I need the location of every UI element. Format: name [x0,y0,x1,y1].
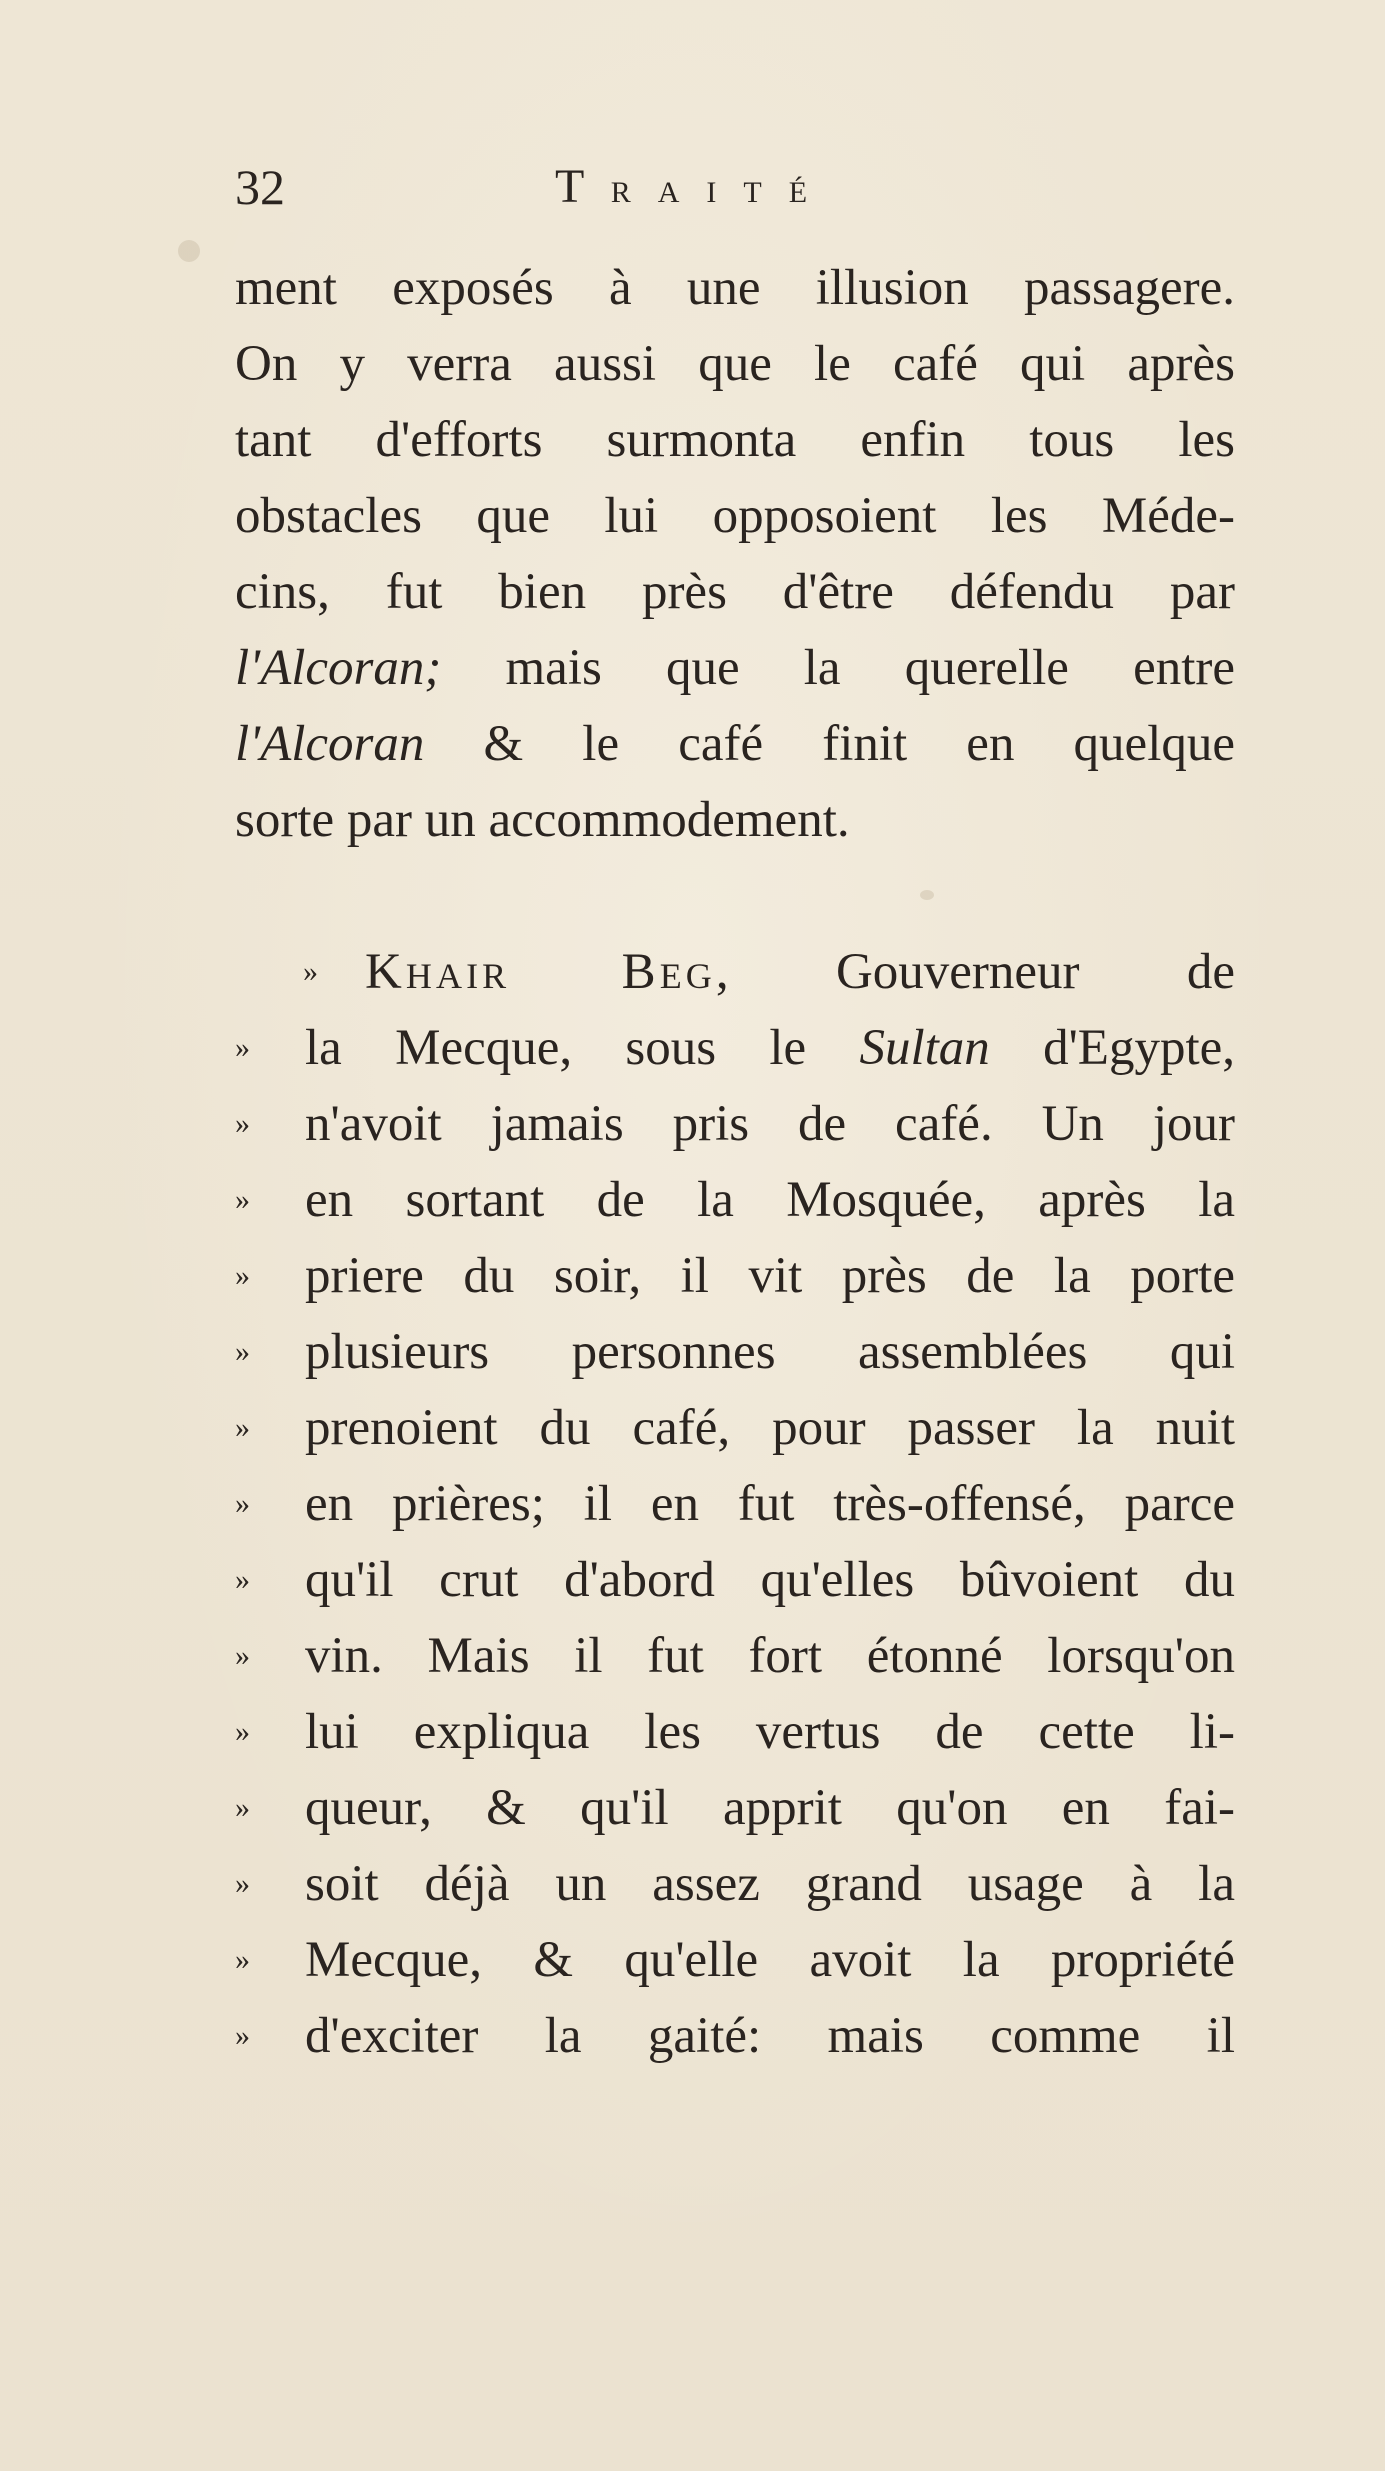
italic-term: l'Alcoran; [235,640,442,696]
quote-text: Mecque, & qu'elle avoit la propriété [305,1932,1235,1988]
page-number: 32 [235,159,285,215]
quote-text: queur, & qu'il apprit qu'on en fai- [305,1780,1235,1836]
italic-term: l'Alcoran [235,716,425,772]
quote-text: prenoient du café, pour passer la nuit [305,1400,1235,1456]
quote-mark: » [235,1259,250,1292]
paper-foxing-spot [178,240,200,262]
running-title-rest: RAITÉ [610,176,835,209]
quote-text: en prières; il en fut très-offensé, parce [305,1476,1235,1532]
quote-line [235,1162,1235,1238]
quote-line [235,1390,1235,1466]
text-line [235,630,1235,706]
quote-mark: » [235,1867,250,1900]
quote-text: priere du soir, il vit près de la porte [305,1248,1235,1304]
quote-line [235,1770,1235,1846]
text-line: tant d'efforts surmonta enfin tous les [235,412,1235,468]
text-span: d'Egypte, [989,1020,1235,1076]
text-line: cins, fut bien près d'être défendu par [235,564,1235,620]
text-span: mais que la querelle entre [441,640,1235,696]
body-text [235,250,1235,2074]
text-line [235,706,1235,782]
quote-text: plusieurs personnes assemblées qui [305,1324,1235,1380]
text-line: obstacles que lui opposoient les Méde- [235,488,1235,544]
text-span: , Gouverneur de [715,944,1235,1000]
quote-mark: » [303,955,318,988]
quote-text: en sortant de la Mosquée, après la [305,1172,1235,1228]
quote-mark: » [235,1411,250,1444]
name-smallcaps: Khair Beg [365,944,716,1000]
quote-text: vin. Mais il fut fort étonné lorsqu'on [305,1628,1235,1684]
quote-line [235,1010,1235,1086]
quote-line [235,934,1235,1010]
text-line: On y verra aussi que le café qui après [235,336,1235,392]
quote-mark: » [235,1031,250,1064]
quote-text: lui expliqua les vertus de cette li- [305,1704,1235,1760]
quote-text: soit déjà un assez grand usage à la [305,1856,1235,1912]
quote-mark: » [235,1183,250,1216]
quote-line [235,1922,1235,1998]
quote-mark: » [235,1715,250,1748]
quote-mark: » [235,1107,250,1140]
running-title-initial: T [555,160,611,213]
quote-mark: » [235,1639,250,1672]
quote-mark: » [235,1791,250,1824]
quote-line [235,1694,1235,1770]
quote-line [235,1618,1235,1694]
quote-text: qu'il crut d'abord qu'elles bûvoient du [305,1552,1235,1608]
quote-text: n'avoit jamais pris de café. Un jour [305,1096,1235,1152]
italic-term: Sultan [859,1020,990,1076]
text-span: & le café finit en quelque [424,716,1235,772]
quote-mark: » [235,2019,250,2052]
text-line: ment exposés à une illusion passagere. [235,260,1235,316]
quote-line [235,1314,1235,1390]
quote-line [235,1542,1235,1618]
quote-mark: » [235,1487,250,1520]
quote-text [305,1010,1235,1086]
quote-line [235,1846,1235,1922]
quote-mark: » [235,1335,250,1368]
quote-text [365,934,1235,1010]
running-title [555,152,834,228]
quote-text: d'exciter la gaité: mais comme il [305,2008,1235,2064]
quote-line [235,1998,1235,2074]
text-span: la Mecque, sous le [305,1020,860,1076]
quote-line [235,1466,1235,1542]
quote-line [235,1238,1235,1314]
quote-line [235,1086,1235,1162]
quote-mark: » [235,1563,250,1596]
paragraph-gap [235,858,1235,934]
text-line: sorte par un accommodement. [235,792,850,848]
quote-mark: » [235,1943,250,1976]
running-header [235,152,1235,222]
